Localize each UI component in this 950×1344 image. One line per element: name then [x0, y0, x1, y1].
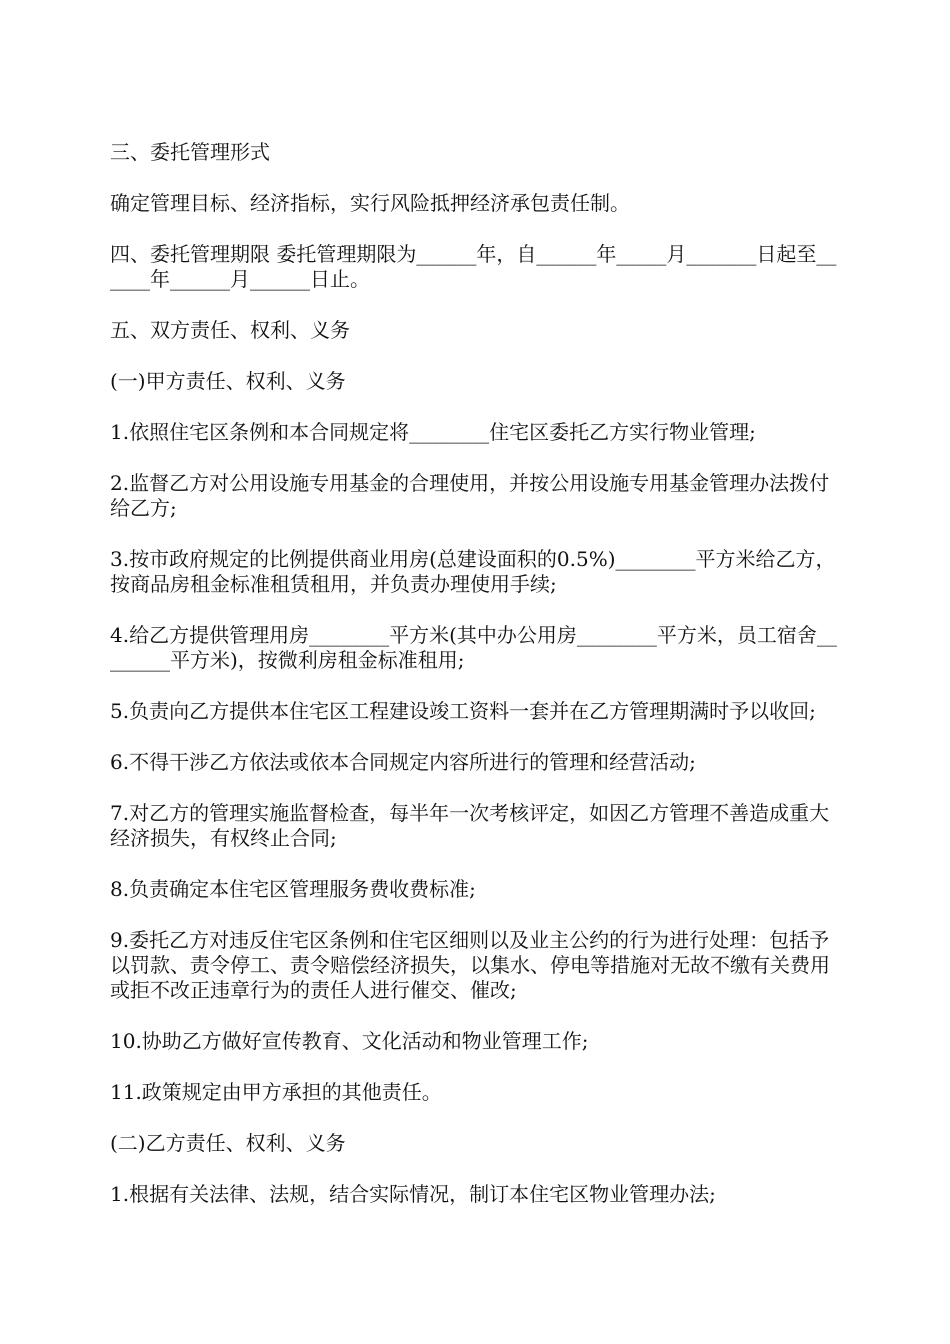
party-a-clause-9: 9.委托乙方对违反住宅区条例和住宅区细则以及业主公约的行为进行处理：包括予以罚款、责令停工、责令赔偿经济损失，以集水、停电等措施对无故不缴有关费用或拒不改正违章行为的责任人进行催交、催改; — [110, 928, 830, 1002]
party-a-clause-2: 2.监督乙方对公用设施专用基金的合理使用，并按公用设施专用基金管理办法拨付给乙方; — [110, 471, 830, 520]
paragraph-management-goals: 确定管理目标、经济指标，实行风险抵押经济承包责任制。 — [110, 191, 630, 215]
section-heading-management-period: 四、委托管理期限 委托管理期限为______年，自______年_____月_______日起至______年______月______日止。 — [110, 242, 837, 291]
document-body — [110, 140, 845, 1233]
section-heading-responsibilities: 五、双方责任、权利、义务 — [110, 318, 350, 342]
party-a-clause-3: 3.按市政府规定的比例提供商业用房(总建设面积的0.5%)________平方米给乙方，按商品房租金标准租赁租用，并负责办理使用手续; — [110, 547, 836, 596]
party-a-clause-7: 7.对乙方的管理实施监督检查，每半年一次考核评定，如因乙方管理不善造成重大经济损失，有权终止合同; — [110, 801, 830, 850]
party-a-clause-1: 1.依照住宅区条例和本合同规定将________住宅区委托乙方实行物业管理; — [110, 420, 756, 444]
party-a-clause-11: 11.政策规定由甲方承担的其他责任。 — [110, 1080, 442, 1104]
subsection-heading-party-a: (一)甲方责任、权利、义务 — [110, 369, 346, 393]
party-a-clause-4: 4.给乙方提供管理用房________平方米(其中办公用房________平方米，员工宿舍________平方米)，按微利房租金标准租用; — [110, 623, 837, 672]
section-heading-management-form: 三、委托管理形式 — [110, 140, 270, 164]
party-a-clause-8: 8.负责确定本住宅区管理服务费收费标准; — [110, 877, 476, 901]
party-b-clause-1: 1.根据有关法律、法规，结合实际情况，制订本住宅区物业管理办法; — [110, 1182, 716, 1206]
party-a-clause-10: 10.协助乙方做好宣传教育、文化活动和物业管理工作; — [110, 1029, 589, 1053]
subsection-heading-party-b: (二)乙方责任、权利、义务 — [110, 1131, 346, 1155]
party-a-clause-6: 6.不得干涉乙方依法或依本合同规定内容所进行的管理和经营活动; — [110, 750, 696, 774]
party-a-clause-5: 5.负责向乙方提供本住宅区工程建设竣工资料一套并在乙方管理期满时予以收回; — [110, 699, 816, 723]
